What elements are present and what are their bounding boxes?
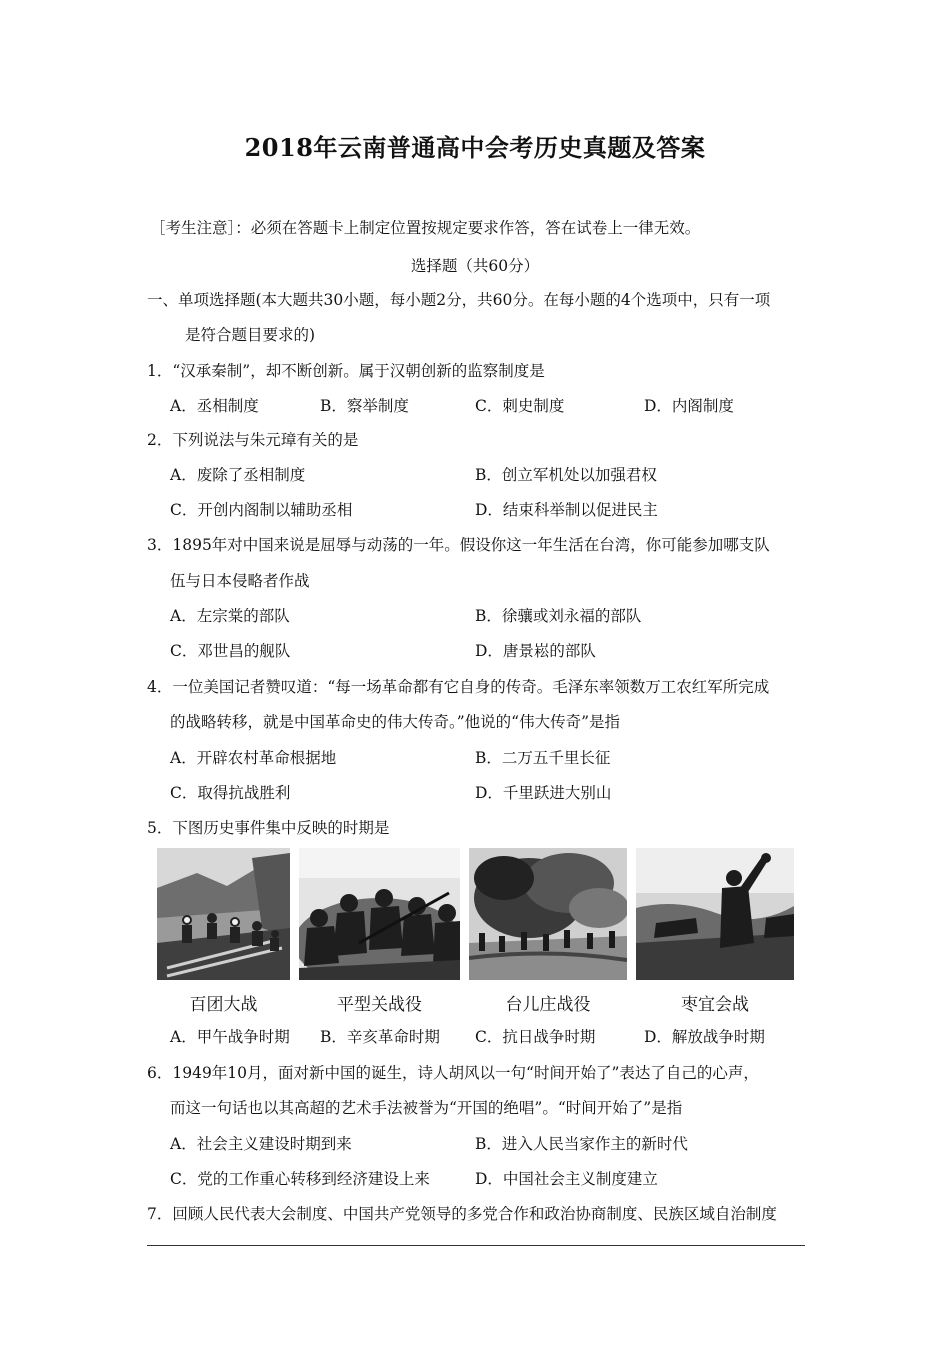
caption-taierzhuang: 台儿庄战役 — [505, 995, 591, 1015]
q4-option-d: D．千里跃进大别山 — [475, 784, 612, 802]
q1-option-a: A．丞相制度 — [170, 397, 259, 415]
q2-option-a: A．废除了丞相制度 — [170, 466, 306, 484]
q3-option-a: A．左宗棠的部队 — [170, 607, 290, 625]
q2-option-c: C．开创内阁制以辅助丞相 — [170, 501, 353, 519]
photo-zaoyi — [636, 848, 794, 980]
section-header: 选择题（共60分） — [410, 257, 540, 275]
caption-hundred-regiments: 百团大战 — [189, 995, 258, 1015]
q1-option-d: D．内阁制度 — [644, 397, 734, 415]
q1-option-b: B．察举制度 — [320, 397, 409, 415]
photo-pingxingguan — [299, 848, 460, 980]
photo-hundred-regiments — [157, 848, 290, 980]
q2-stem: 2．下列说法与朱元璋有关的是 — [147, 431, 359, 449]
photo-taierzhuang — [469, 848, 627, 980]
q6-option-c: C．党的工作重心转移到经济建设上来 — [170, 1170, 430, 1188]
q7-stem: 7．回顾人民代表大会制度、中国共产党领导的多党合作和政治协商制度、民族区域自治制度 — [147, 1205, 777, 1223]
q4-option-b: B．二万五千里长征 — [475, 749, 611, 767]
q6-option-a: A．社会主义建设时期到来 — [170, 1135, 352, 1153]
q5-stem: 5．下图历史事件集中反映的时期是 — [147, 819, 390, 837]
q2-option-d: D．结束科举制以促进民主 — [475, 501, 658, 519]
q4-stem-line2: 的战略转移，就是中国革命史的伟大传奇。”他说的“伟大传奇”是指 — [170, 713, 621, 731]
part1-instructions-line1: 一、单项选择题(本大题共30小题，每小题2分，共60分。在每小题的4个选项中，只有一项 — [147, 291, 771, 309]
q6-option-d: D．中国社会主义制度建立 — [475, 1170, 658, 1188]
q3-stem-line1: 3．1895年对中国来说是屈辱与动荡的一年。假设你这一年生活在台湾，你可能参加哪支队 — [147, 536, 770, 554]
q5-option-c: C．抗日战争时期 — [475, 1028, 596, 1046]
part1-instructions-line2: 是符合题目要求的) — [185, 326, 316, 344]
q3-option-b: B．徐骧或刘永福的部队 — [475, 607, 642, 625]
q1-stem: 1．“汉承秦制”，却不断创新。属于汉朝创新的监察制度是 — [147, 362, 545, 380]
q5-option-a: A．甲午战争时期 — [170, 1028, 290, 1046]
q3-stem-line2: 伍与日本侵略者作战 — [170, 572, 310, 590]
exam-notice: ［考生注意］：必须在答题卡上制定位置按规定要求作答，答在试卷上一律无效。 — [150, 219, 701, 237]
q5-option-b: B．辛亥革命时期 — [320, 1028, 440, 1046]
q6-stem-line2: 而这一句话也以其高超的艺术手法被誉为“开国的绝唱”。“时间开始了”是指 — [170, 1099, 683, 1117]
q1-option-c: C．刺史制度 — [475, 397, 565, 415]
footer-divider — [147, 1245, 805, 1246]
q4-option-c: C．取得抗战胜利 — [170, 784, 291, 802]
q6-stem-line1: 6．1949年10月，面对新中国的诞生，诗人胡风以一句“时间开始了”表达了自己的心声， — [147, 1064, 759, 1082]
q2-option-b: B．创立军机处以加强君权 — [475, 466, 657, 484]
q3-option-c: C．邓世昌的舰队 — [170, 642, 291, 660]
page-title: 2018年云南普通高中会考历史真题及答案 — [244, 133, 706, 162]
q6-option-b: B．进入人民当家作主的新时代 — [475, 1135, 688, 1153]
q4-stem-line1: 4．一位美国记者赞叹道：“每一场革命都有它自身的传奇。毛泽东率领数万工农红军所完成 — [147, 678, 770, 696]
q3-option-d: D．唐景崧的部队 — [475, 642, 596, 660]
caption-zaoyi: 枣宜会战 — [681, 995, 749, 1015]
q5-option-d: D．解放战争时期 — [644, 1028, 765, 1046]
q4-option-a: A．开辟农村革命根据地 — [170, 749, 337, 767]
caption-pingxingguan: 平型关战役 — [337, 995, 422, 1015]
